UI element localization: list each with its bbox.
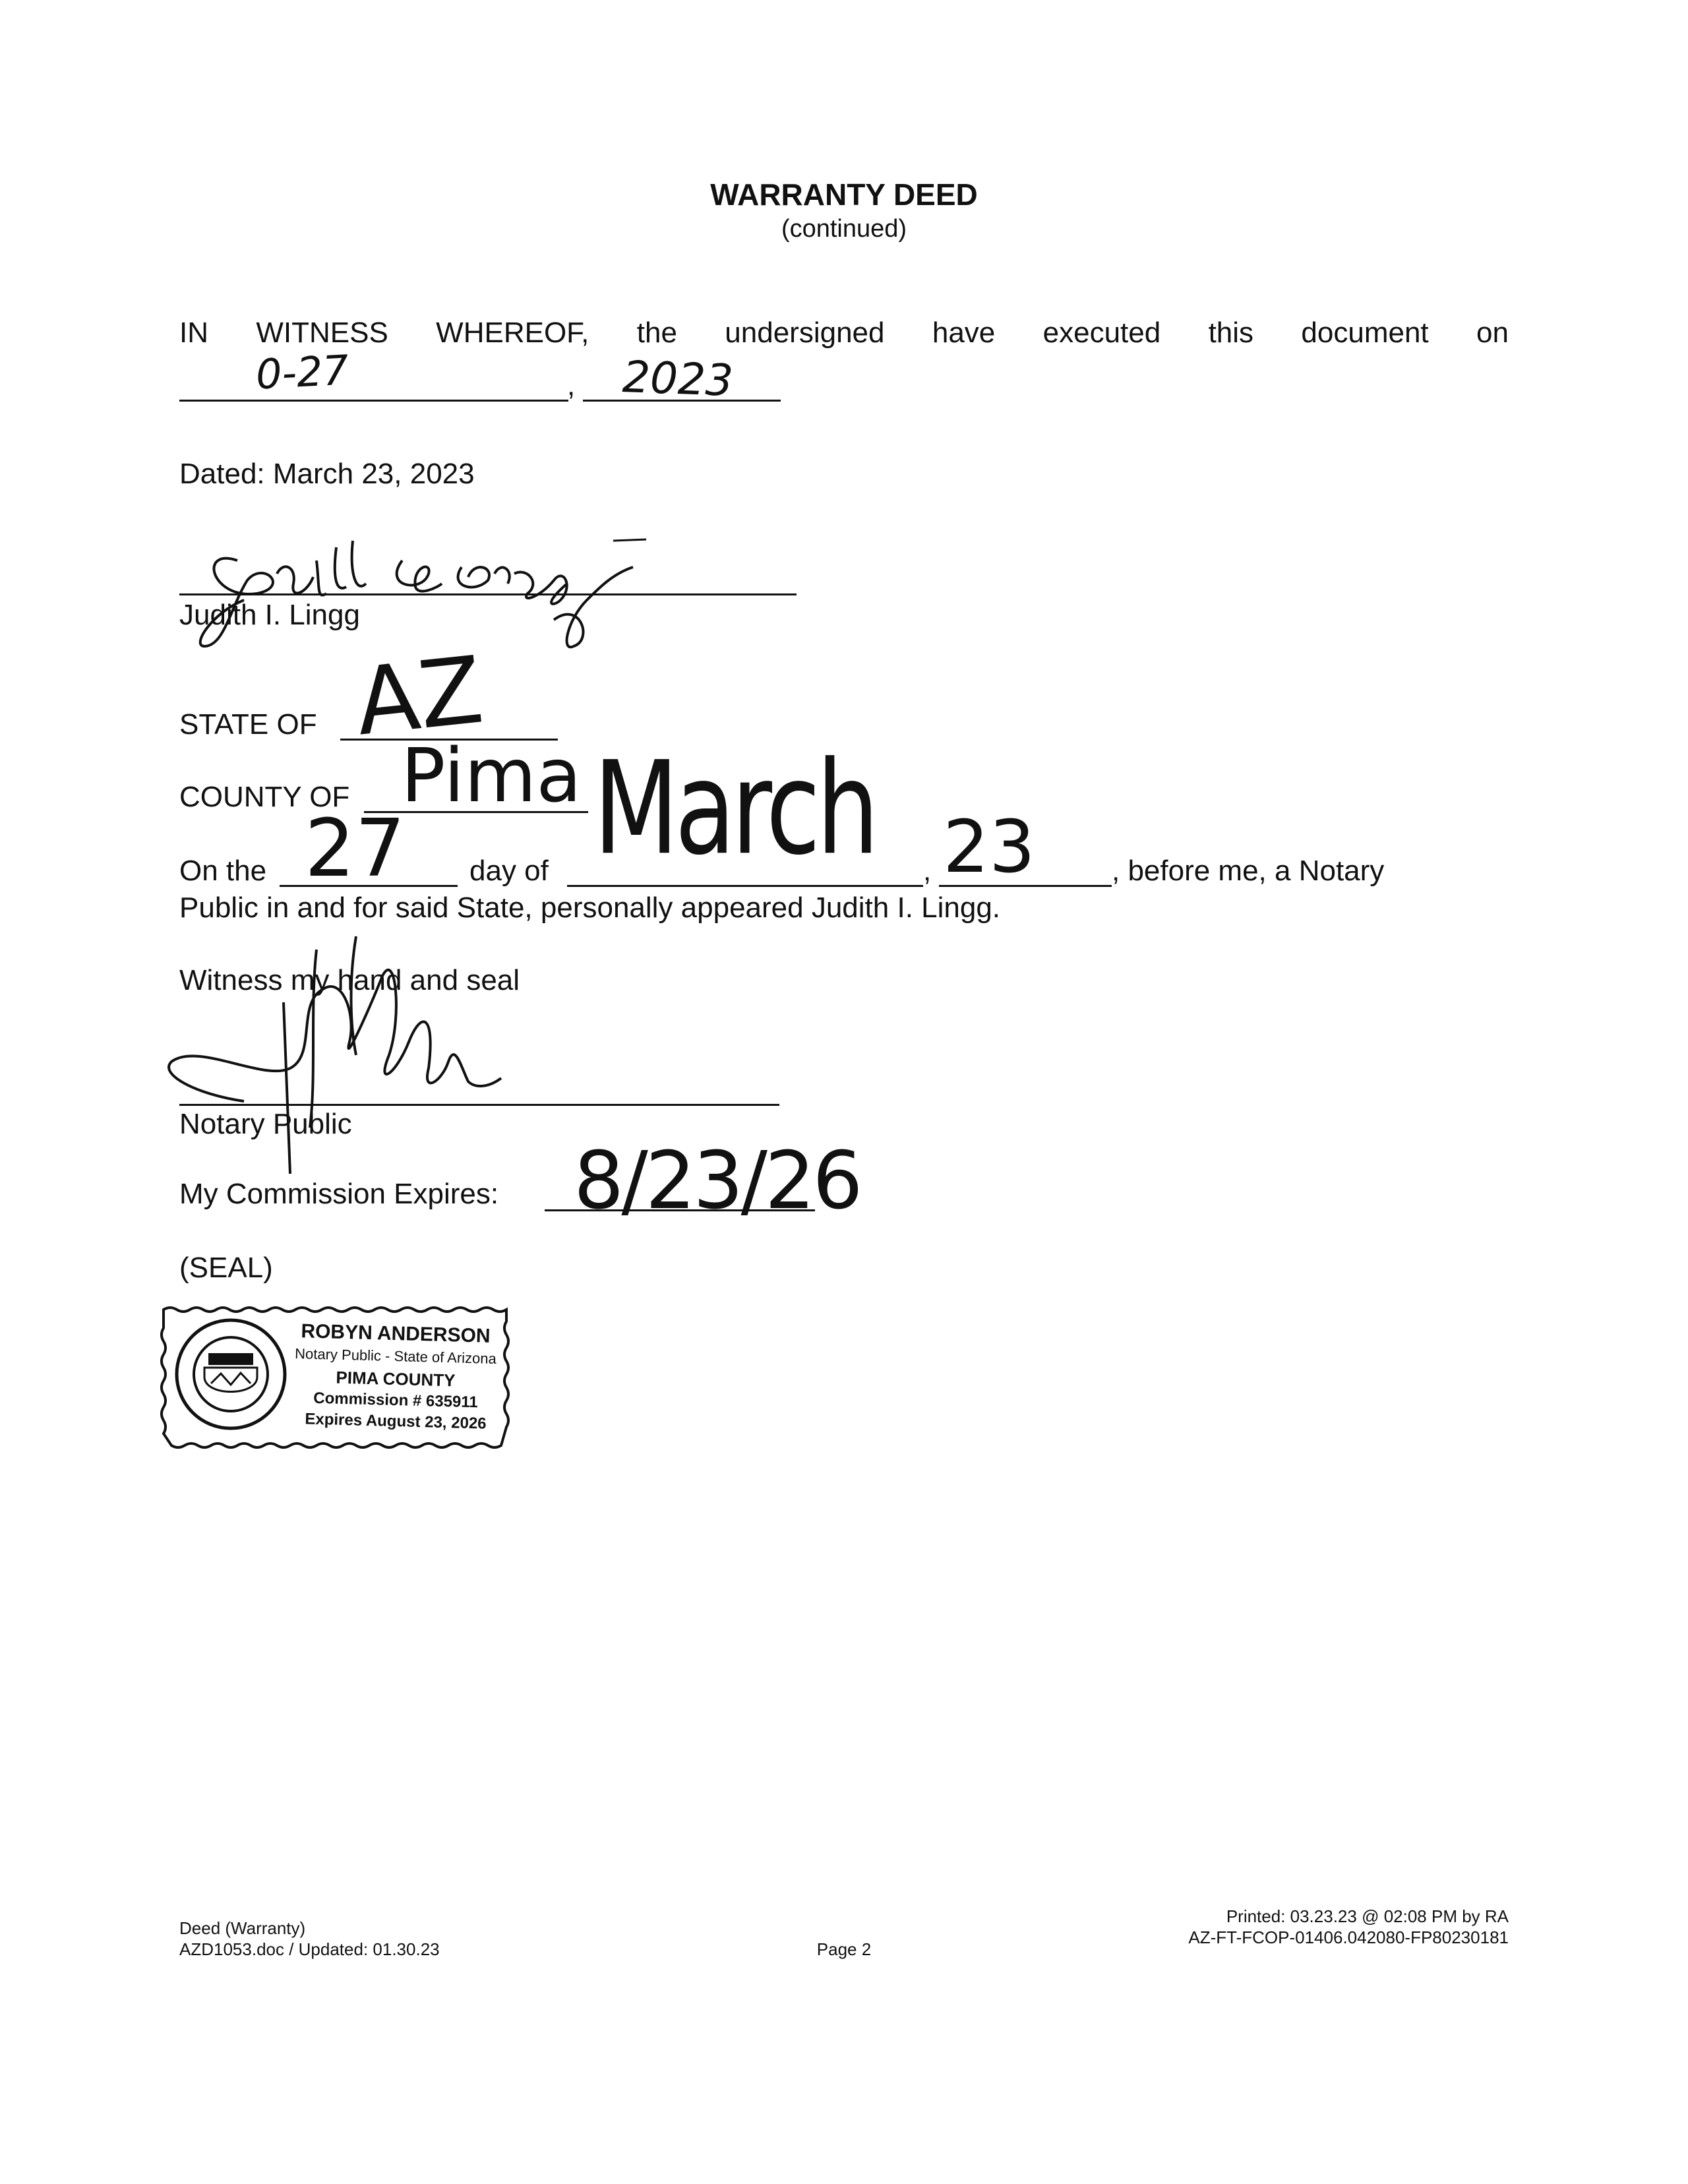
footer-doc-type: Deed (Warranty) [179,1918,306,1938]
witness-word: executed [1042,317,1161,349]
witness-hand-seal-line: Witness my hand and seal [179,964,520,996]
witness-word: IN [179,317,208,349]
witness-word: WITNESS [256,317,388,349]
witness-whereof-line [179,317,1509,349]
month-blank [567,885,923,887]
notary-public-label: Notary Public [179,1108,352,1140]
county-label: COUNTY OF [179,781,350,813]
footer-left [179,1918,440,1960]
stamp-commission: Commission # 635911 [313,1389,479,1412]
appeared-line: Public in and for said State, personally appeared Judith I. Lingg. [179,892,1001,924]
day-handwritten: 27 [305,803,406,895]
execution-date-handwritten: 0-27 [255,346,350,399]
footer-page-number: Page 2 [816,1939,872,1959]
stamp-title: Notary Public - State of Arizona [294,1345,497,1367]
witness-word: this [1208,317,1254,349]
stamp-name: ROBYN ANDERSON [301,1320,491,1347]
execution-year-handwritten: 2023 [621,351,735,406]
county-handwritten: Pima [401,733,582,819]
commission-expires-label: My Commission Expires: [179,1178,499,1210]
on-the-label: On the [179,855,267,887]
dated-line: Dated: March 23, 2023 [179,458,475,490]
witness-word: have [932,317,996,349]
before-me-text: , before me, a Notary [1112,855,1385,887]
notary-stamp [158,1304,512,1451]
execution-date-blank [179,400,568,402]
stamp-county: PIMA COUNTY [336,1367,456,1391]
document-subtitle: (continued) [781,215,907,243]
footer-right [1055,1906,1509,1948]
witness-word: document [1301,317,1429,349]
seal-label: (SEAL) [179,1252,273,1284]
witness-word: on [1476,317,1509,349]
signer-signature [185,521,712,653]
signer-name: Judith I. Lingg [179,599,360,631]
footer-file-number: AZ-FT-FCOP-01406.042080-FP80230181 [1188,1927,1509,1947]
month-comma: , [923,855,932,887]
seal-mountains [211,1373,251,1385]
state-handwritten: AZ [351,636,488,757]
stamp-expires: Expires August 23, 2026 [305,1410,487,1433]
arizona-shield-icon [204,1368,257,1392]
document-title: WARRANTY DEED [710,177,978,212]
month-handwritten: March [593,734,876,884]
seal-banner [208,1353,253,1365]
day-of-label: day of [469,855,549,887]
execution-date-comma: , [567,369,576,402]
footer-doc-id: AZD1053.doc / Updated: 01.30.23 [179,1939,440,1959]
footer-printed: Printed: 03.23.23 @ 02:08 PM by RA [1226,1906,1509,1926]
witness-word: WHEREOF, [436,317,589,349]
commission-date-handwritten: 8/23/26 [574,1136,860,1227]
witness-word: the [636,317,677,349]
witness-word: undersigned [725,317,885,349]
state-label: STATE OF [179,708,317,741]
year-handwritten: 23 [943,804,1035,889]
